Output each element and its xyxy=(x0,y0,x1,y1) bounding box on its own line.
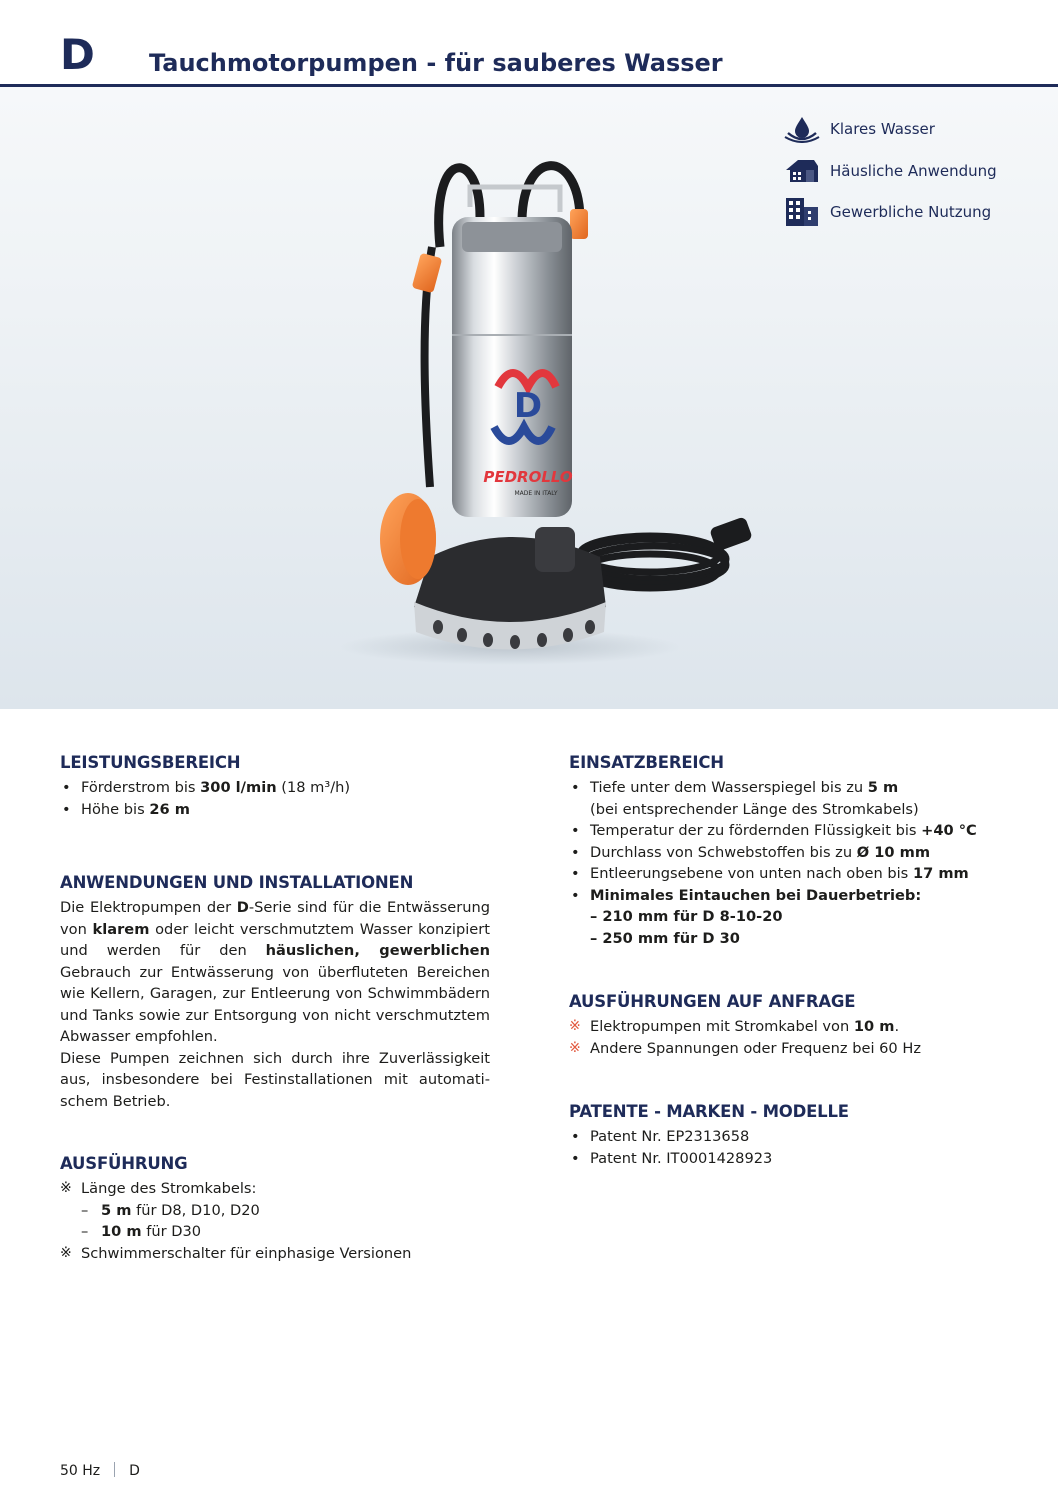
feature-commercial xyxy=(784,197,991,227)
list-subitem: – 10 m für D30 xyxy=(81,1223,202,1240)
section-leistungsbereich xyxy=(60,752,490,820)
section-heading: PATENTE - MARKEN - MODELLE xyxy=(569,1102,849,1121)
svg-text:PEDROLLO: PEDROLLO xyxy=(483,468,573,486)
section-patente xyxy=(569,1101,1009,1169)
paragraph: Die Elektropumpen der D-Serie sind für die Entwässerung von klarem oder leicht verschmutztem Wasser konzipiert und werden für den häuslichen, gewerblichen Gebrauch zur Entwässerung von überfluteten Bereichen wie Kellern, Garagen, zur Entleerung von Schwimmbädern und Tanks sowie zur Entsorgung von nicht verschmutztem Abwasser empfohlen. xyxy=(60,899,490,1045)
page-footer xyxy=(60,1462,140,1479)
section-ausfuehrung xyxy=(60,1153,490,1264)
svg-text:MADE IN ITALY: MADE IN ITALY xyxy=(514,490,558,497)
list-item: • Minimales Eintauchen bei Dauerbetrieb: xyxy=(569,885,1009,907)
left-column xyxy=(60,752,490,1264)
water-drop-icon xyxy=(784,114,822,144)
feature-label: Häusliche Anwendung xyxy=(830,162,997,180)
section-anwendungen xyxy=(60,872,490,1112)
list-item: • Tiefe unter dem Wasserspiegel bis zu 5 m xyxy=(569,777,1009,799)
footer-separator xyxy=(114,1462,115,1477)
list-item: ※ Elektropumpen mit Stromkabel von 10 m. xyxy=(569,1016,1009,1038)
list-item-continuation: (bei entsprechender Länge des Stromkabels) xyxy=(590,800,919,818)
list-subitem: – 250 mm für D 30 xyxy=(590,929,740,947)
section-heading: ANWENDUNGEN UND INSTALLATIONEN xyxy=(60,873,414,892)
section-anfrage xyxy=(569,991,1009,1059)
footer-frequency: 50 Hz xyxy=(60,1463,101,1479)
float-switch xyxy=(380,493,436,585)
list-item: • Förderstrom bis 300 l/min (18 m³/h) xyxy=(60,777,490,799)
section-heading: AUSFÜHRUNGEN AUF ANFRAGE xyxy=(569,992,856,1011)
page-title: Tauchmotorpumpen - für sauberes Wasser xyxy=(149,49,723,77)
building-icon xyxy=(784,197,822,227)
section-heading: LEISTUNGSBEREICH xyxy=(60,753,241,772)
list-item: ※ Andere Spannungen oder Frequenz bei 60 Hz xyxy=(569,1038,1009,1060)
list-item: • Entleerungsebene von unten nach oben bis 17 mm xyxy=(569,863,1009,885)
footer-letter: D xyxy=(129,1463,140,1479)
feature-label: Klares Wasser xyxy=(830,120,935,138)
feature-clear-water xyxy=(784,114,935,144)
list-item: ※ Schwimmerschalter für einphasige Versionen xyxy=(60,1243,490,1265)
list-item: • Temperatur der zu fördernden Flüssigkeit bis +40 °C xyxy=(569,820,1009,842)
section-einsatzbereich xyxy=(569,752,1009,949)
section-heading: EINSATZBEREICH xyxy=(569,753,724,772)
list-subitem: – 5 m für D8, D10, D20 xyxy=(81,1201,260,1219)
section-heading: AUSFÜHRUNG xyxy=(60,1154,188,1173)
feature-label: Gewerbliche Nutzung xyxy=(830,203,992,221)
list-item: ※ Länge des Stromkabels: xyxy=(60,1178,490,1200)
list-item: • Höhe bis 26 m xyxy=(60,799,490,821)
house-icon xyxy=(784,156,822,186)
list-subitem: – 210 mm für D 8-10-20 xyxy=(590,908,783,925)
list-item: • Durchlass von Schwebstoffen bis zu Ø 10 mm xyxy=(569,842,1009,864)
right-column xyxy=(569,752,1009,1169)
feature-domestic xyxy=(784,156,997,186)
section-letter: D xyxy=(60,30,95,79)
list-item: • Patent Nr. EP2313658 xyxy=(569,1126,1009,1148)
paragraph: Diese Pumpen zeichnen sich durch ihre Zuverlässigkeit aus, insbesondere bei Festinstallationen mit automatischem Betrieb. xyxy=(60,1049,490,1110)
svg-text:D: D xyxy=(513,386,543,426)
list-item: • Patent Nr. IT0001428923 xyxy=(569,1148,1009,1170)
